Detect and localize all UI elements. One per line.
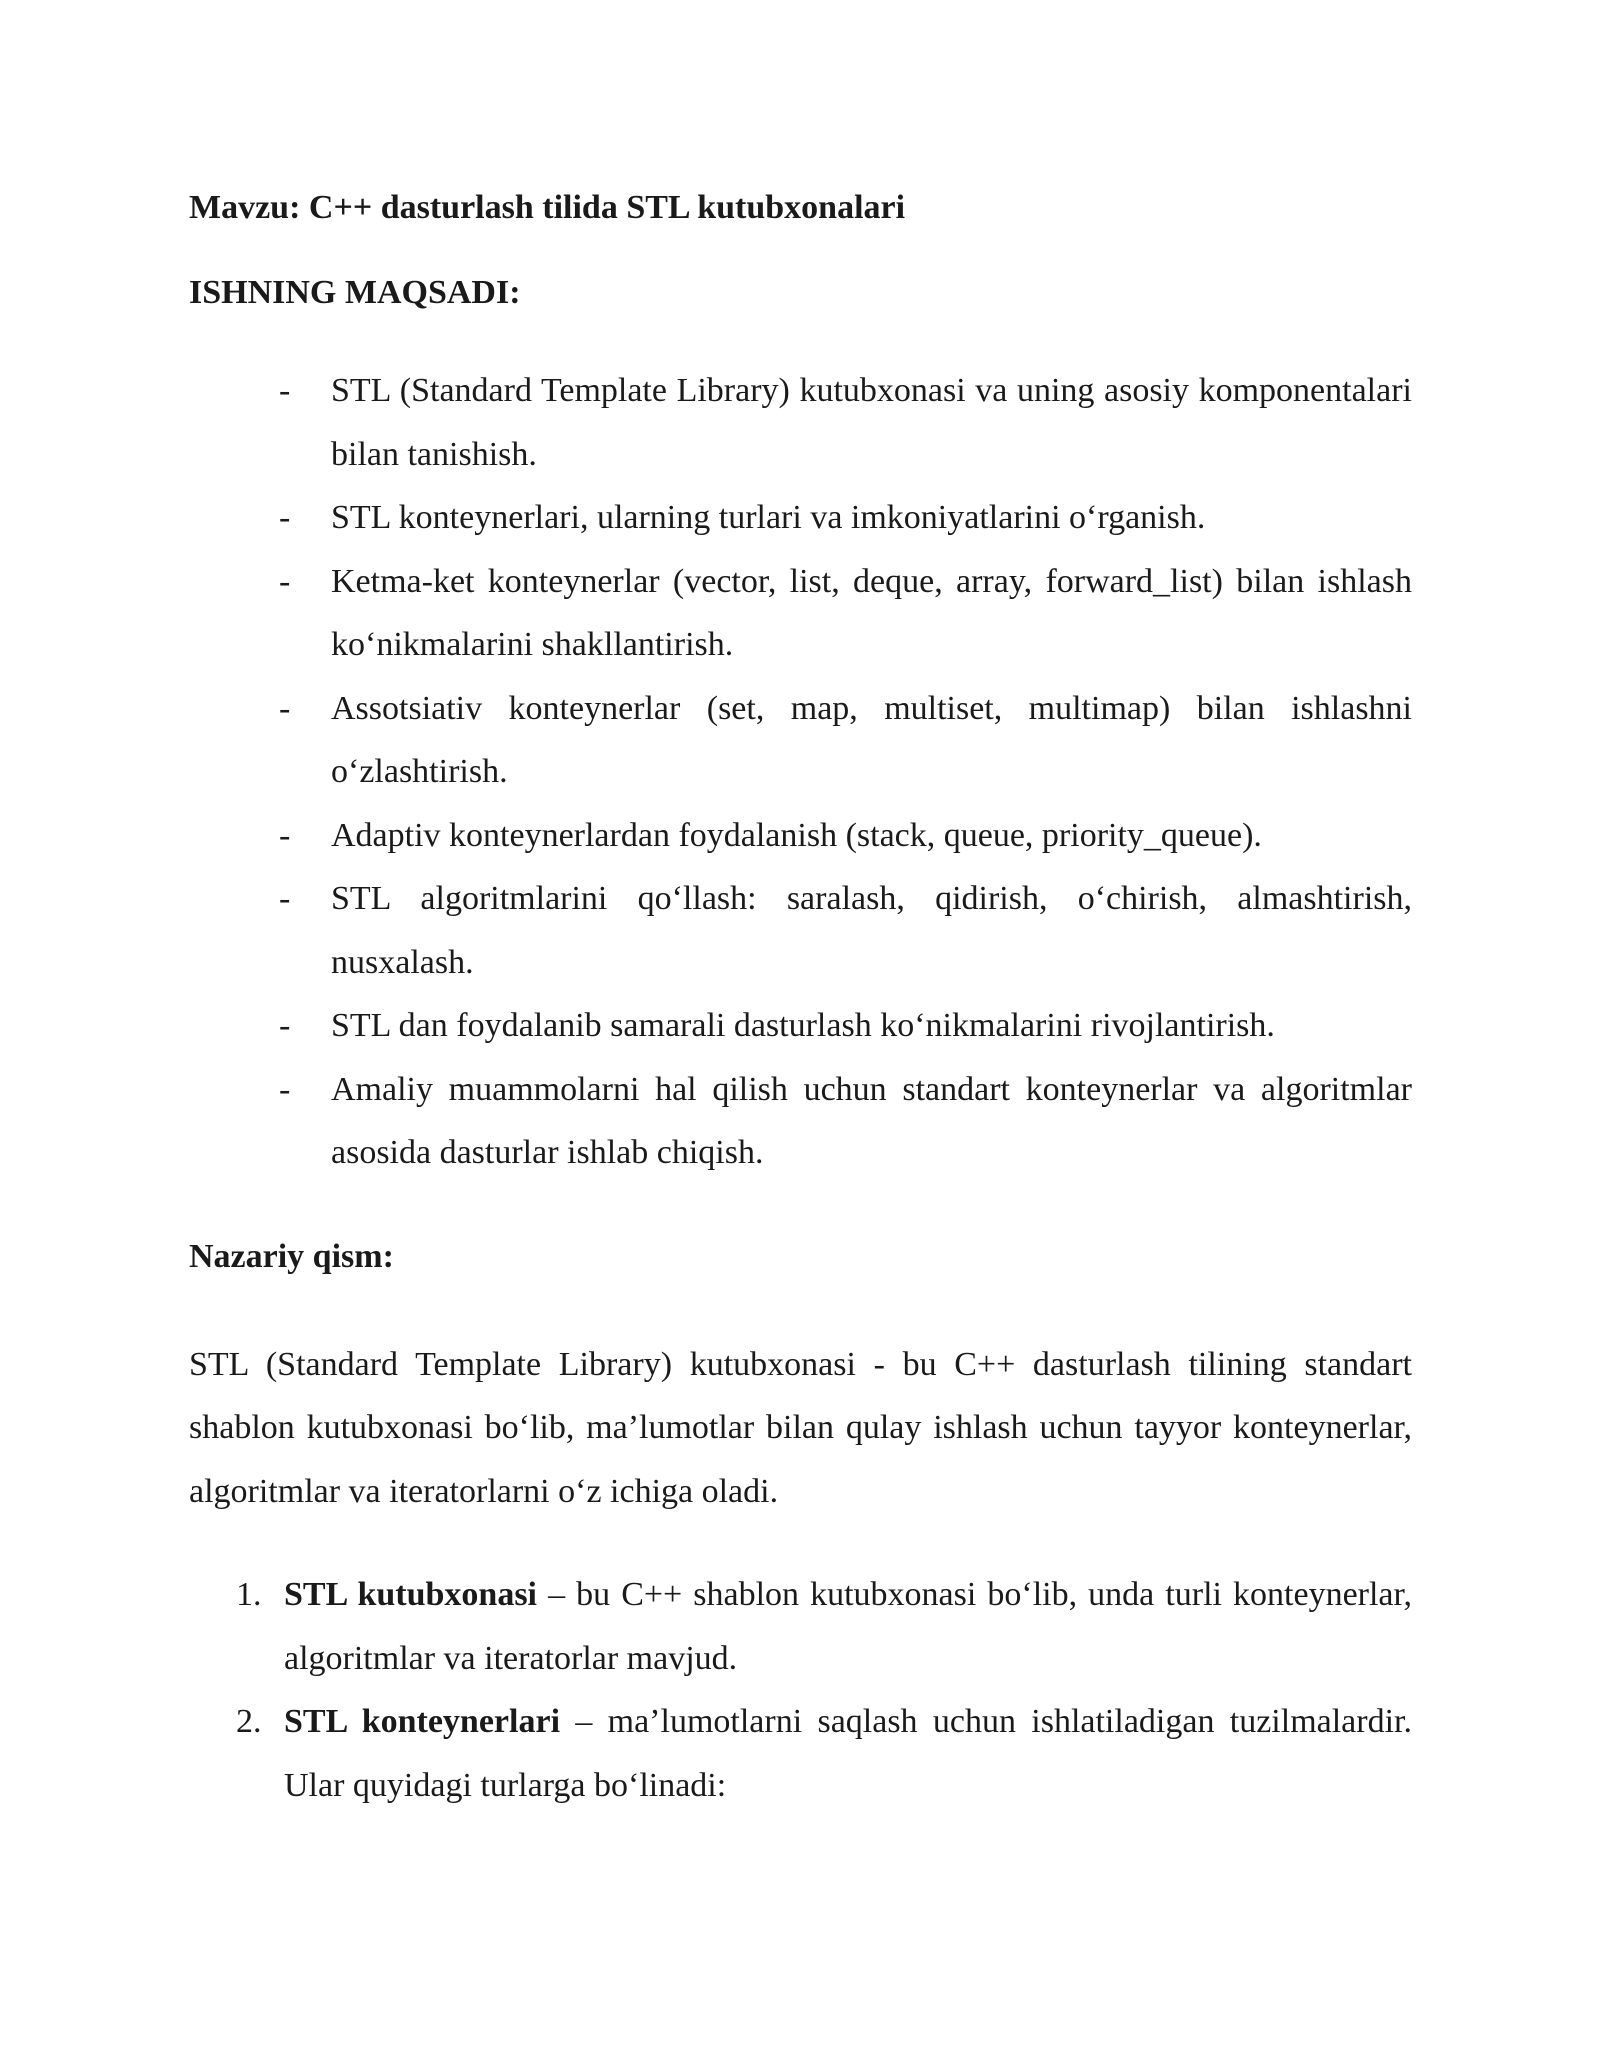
bullet-dash: - [279, 880, 291, 917]
goal-item [189, 994, 1412, 1058]
item-term: STL konteynerlari [284, 1703, 561, 1740]
bullet-dash: - [279, 689, 291, 727]
bullet-dash: - [279, 816, 291, 854]
item-number: 2. [236, 1703, 262, 1740]
goal-item [189, 867, 1412, 994]
item-number: 1. [236, 1576, 262, 1613]
bullet-dash: - [279, 1070, 291, 1108]
item-text: – bu C++ shablon kutubxonasi bo‘lib, unda turli konteynerlar, algoritmlar va iteratorlar mavjud. [284, 1576, 1412, 1677]
document-title: Mavzu: C++ dasturlash tilida STL kutubxonalari [189, 189, 906, 226]
bullet-dash: - [279, 372, 291, 409]
goal-item [189, 1058, 1412, 1185]
item-term: STL kutubxonasi [284, 1576, 537, 1613]
goal-item [189, 359, 1412, 486]
numbered-list [189, 1563, 1412, 1817]
item-text: – ma’lumotlarni saqlash uchun ishlatiladigan tuzilmalardir. Ular quyidagi turlarga bo‘linadi: [284, 1703, 1412, 1804]
numbered-item [189, 1563, 1412, 1690]
goal-text: STL (Standard Template Library) kutubxonasi va uning asosiy komponentalari bilan tanishish. [331, 372, 1412, 473]
goal-item [189, 486, 1412, 550]
goals-list [189, 359, 1412, 1185]
theory-heading: Nazariy qism: [189, 1237, 394, 1275]
goals-heading: ISHNING MAQSADI: [189, 274, 521, 311]
goal-text: Adaptiv konteynerlardan foydalanish (stack, queue, priority_queue). [331, 816, 1262, 854]
goal-text: STL algoritmlarini qo‘llash: saralash, qidirish, o‘chirish, almashtirish, nusxalash. [331, 880, 1412, 981]
goal-text: Amaliy muammolarni hal qilish uchun standart konteynerlar va algoritmlar asosida dasturlar ishlab chiqish. [331, 1070, 1412, 1171]
goal-text: Assotsiativ konteynerlar (set, map, multiset, multimap) bilan ishlashni o‘zlashtirish. [331, 689, 1412, 790]
theory-paragraph: STL (Standard Template Library) kutubxonasi - bu C++ dasturlash tilining standart shablon kutubxonasi bo‘lib, ma’lumotlar bilan qulay ishlash uchun tayyor konteynerlar, algoritmlar va iteratorlarni o‘z ichiga oladi. [189, 1345, 1412, 1510]
numbered-item [189, 1690, 1412, 1817]
goal-item [189, 550, 1412, 677]
goal-text: STL dan foydalanib samarali dasturlash ko‘nikmalarini rivojlantirish. [331, 1007, 1275, 1044]
goal-text: STL konteynerlari, ularning turlari va imkoniyatlarini o‘rganish. [331, 499, 1206, 536]
goal-item [189, 677, 1412, 804]
goal-text: Ketma-ket konteynerlar (vector, list, deque, array, forward_list) bilan ishlash ko‘nikmalarini shakllantirish. [331, 562, 1412, 663]
bullet-dash: - [279, 499, 291, 536]
goal-item [189, 804, 1412, 868]
bullet-dash: - [279, 1007, 291, 1044]
bullet-dash: - [279, 562, 291, 600]
document-page [189, 180, 1412, 1817]
